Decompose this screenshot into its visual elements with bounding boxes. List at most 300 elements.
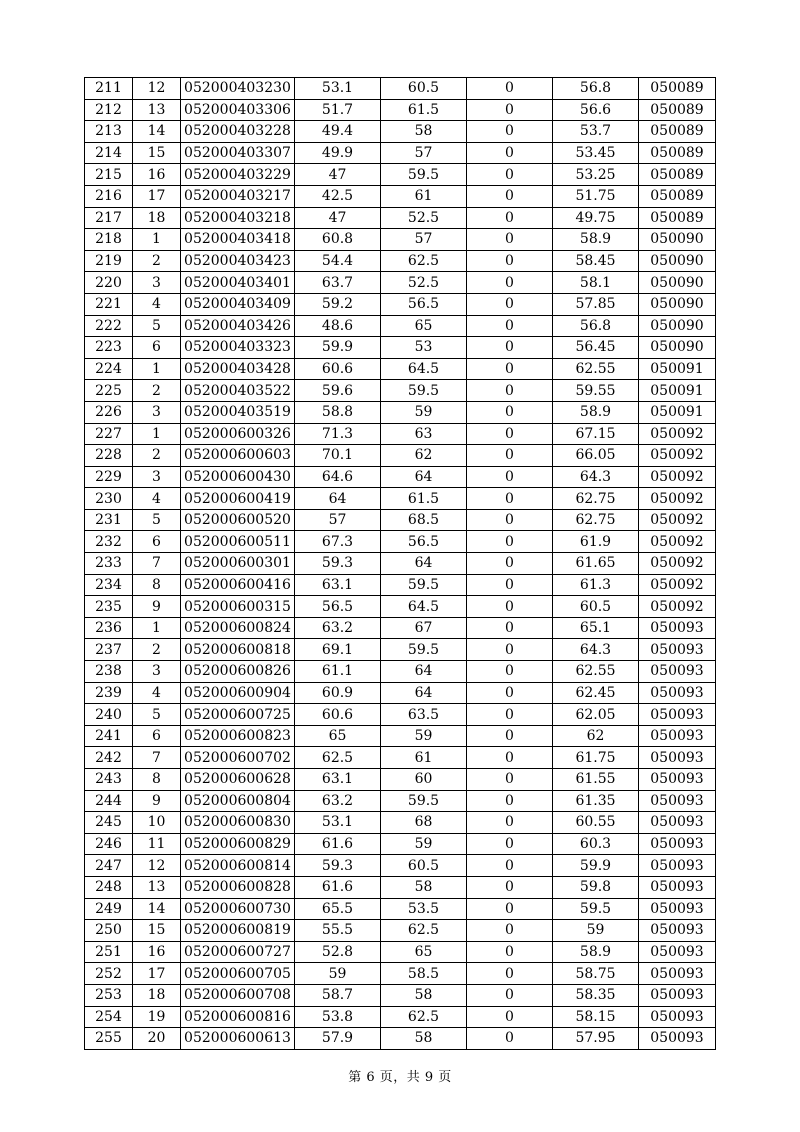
total-score-cell: 61.3 [553, 574, 639, 596]
interview-score-cell: 52.5 [381, 272, 467, 294]
candidate-id-cell: 052000600520 [181, 509, 295, 531]
candidate-id-cell: 052000600613 [181, 1028, 295, 1050]
serial-number-cell: 215 [85, 164, 133, 186]
bonus-score-cell: 0 [467, 1028, 553, 1050]
total-score-cell: 61.75 [553, 747, 639, 769]
position-code-cell: 050093 [639, 725, 716, 747]
table-row [85, 185, 716, 207]
table-row [85, 596, 716, 618]
interview-score-cell: 68.5 [381, 509, 467, 531]
candidate-id-cell: 052000403409 [181, 293, 295, 315]
total-score-cell: 59.5 [553, 898, 639, 920]
written-score-cell: 56.5 [295, 596, 381, 618]
written-score-cell: 53.1 [295, 812, 381, 834]
table-row [85, 963, 716, 985]
bonus-score-cell: 0 [467, 142, 553, 164]
bonus-score-cell: 0 [467, 1006, 553, 1028]
position-code-cell: 050093 [639, 876, 716, 898]
total-score-cell: 58.1 [553, 272, 639, 294]
position-code-cell: 050090 [639, 293, 716, 315]
interview-score-cell: 61 [381, 747, 467, 769]
written-score-cell: 69.1 [295, 639, 381, 661]
bonus-score-cell: 0 [467, 812, 553, 834]
interview-score-cell: 61 [381, 185, 467, 207]
table-row [85, 1006, 716, 1028]
candidate-id-cell: 052000403230 [181, 78, 295, 100]
serial-number-cell: 252 [85, 963, 133, 985]
interview-score-cell: 59.5 [381, 380, 467, 402]
total-score-cell: 53.7 [553, 121, 639, 143]
serial-number-cell: 249 [85, 898, 133, 920]
rank-cell: 3 [133, 661, 181, 683]
written-score-cell: 62.5 [295, 747, 381, 769]
interview-score-cell: 60 [381, 769, 467, 791]
rank-cell: 20 [133, 1028, 181, 1050]
total-score-cell: 61.9 [553, 531, 639, 553]
candidate-id-cell: 052000403307 [181, 142, 295, 164]
written-score-cell: 58.7 [295, 984, 381, 1006]
interview-score-cell: 53.5 [381, 898, 467, 920]
interview-score-cell: 58 [381, 984, 467, 1006]
serial-number-cell: 251 [85, 941, 133, 963]
rank-cell: 15 [133, 142, 181, 164]
total-score-cell: 62 [553, 725, 639, 747]
serial-number-cell: 219 [85, 250, 133, 272]
table-row [85, 984, 716, 1006]
written-score-cell: 63.2 [295, 617, 381, 639]
interview-score-cell: 65 [381, 941, 467, 963]
rank-cell: 19 [133, 1006, 181, 1028]
position-code-cell: 050090 [639, 315, 716, 337]
table-row [85, 682, 716, 704]
total-score-cell: 62.55 [553, 358, 639, 380]
interview-score-cell: 57 [381, 229, 467, 251]
interview-score-cell: 58.5 [381, 963, 467, 985]
total-score-cell: 59.8 [553, 876, 639, 898]
interview-score-cell: 53 [381, 337, 467, 359]
serial-number-cell: 230 [85, 488, 133, 510]
table-row [85, 920, 716, 942]
position-code-cell: 050093 [639, 898, 716, 920]
interview-score-cell: 62.5 [381, 250, 467, 272]
rank-cell: 3 [133, 466, 181, 488]
serial-number-cell: 224 [85, 358, 133, 380]
bonus-score-cell: 0 [467, 250, 553, 272]
table-row [85, 229, 716, 251]
total-score-cell: 58.9 [553, 941, 639, 963]
position-code-cell: 050090 [639, 337, 716, 359]
written-score-cell: 47 [295, 207, 381, 229]
candidate-id-cell: 052000403228 [181, 121, 295, 143]
interview-score-cell: 59.5 [381, 164, 467, 186]
written-score-cell: 60.6 [295, 358, 381, 380]
page-number-footer: 第 6 页，共 9 页 [348, 1070, 452, 1085]
candidate-id-cell: 052000600828 [181, 876, 295, 898]
bonus-score-cell: 0 [467, 661, 553, 683]
rank-cell: 10 [133, 812, 181, 834]
written-score-cell: 63.2 [295, 790, 381, 812]
rank-cell: 17 [133, 963, 181, 985]
rank-cell: 7 [133, 747, 181, 769]
table-row [85, 401, 716, 423]
total-score-cell: 60.5 [553, 596, 639, 618]
interview-score-cell: 58 [381, 876, 467, 898]
candidate-id-cell: 052000403418 [181, 229, 295, 251]
total-score-cell: 58.15 [553, 1006, 639, 1028]
candidate-id-cell: 052000600824 [181, 617, 295, 639]
position-code-cell: 050093 [639, 812, 716, 834]
rank-cell: 1 [133, 423, 181, 445]
candidate-id-cell: 052000403522 [181, 380, 295, 402]
bonus-score-cell: 0 [467, 380, 553, 402]
interview-score-cell: 52.5 [381, 207, 467, 229]
rank-cell: 8 [133, 574, 181, 596]
written-score-cell: 58.8 [295, 401, 381, 423]
candidate-id-cell: 052000600725 [181, 704, 295, 726]
position-code-cell: 050092 [639, 509, 716, 531]
written-score-cell: 59.6 [295, 380, 381, 402]
interview-score-cell: 67 [381, 617, 467, 639]
rank-cell: 7 [133, 553, 181, 575]
position-code-cell: 050093 [639, 963, 716, 985]
written-score-cell: 53.1 [295, 78, 381, 100]
position-code-cell: 050089 [639, 207, 716, 229]
candidate-id-cell: 052000600904 [181, 682, 295, 704]
candidate-id-cell: 052000403519 [181, 401, 295, 423]
candidate-id-cell: 052000600416 [181, 574, 295, 596]
table-row [85, 812, 716, 834]
table-row [85, 704, 716, 726]
bonus-score-cell: 0 [467, 941, 553, 963]
written-score-cell: 54.4 [295, 250, 381, 272]
total-score-cell: 66.05 [553, 445, 639, 467]
total-score-cell: 58.75 [553, 963, 639, 985]
position-code-cell: 050093 [639, 941, 716, 963]
total-score-cell: 61.55 [553, 769, 639, 791]
bonus-score-cell: 0 [467, 574, 553, 596]
position-code-cell: 050093 [639, 984, 716, 1006]
total-score-cell: 65.1 [553, 617, 639, 639]
total-score-cell: 62.75 [553, 488, 639, 510]
interview-score-cell: 64.5 [381, 358, 467, 380]
bonus-score-cell: 0 [467, 358, 553, 380]
bonus-score-cell: 0 [467, 898, 553, 920]
serial-number-cell: 238 [85, 661, 133, 683]
rank-cell: 11 [133, 833, 181, 855]
table-row [85, 99, 716, 121]
table-row [85, 466, 716, 488]
rank-cell: 18 [133, 984, 181, 1006]
table-row [85, 898, 716, 920]
rank-cell: 2 [133, 380, 181, 402]
total-score-cell: 58.9 [553, 401, 639, 423]
candidate-id-cell: 052000600730 [181, 898, 295, 920]
table-row [85, 207, 716, 229]
position-code-cell: 050089 [639, 185, 716, 207]
total-score-cell: 53.45 [553, 142, 639, 164]
serial-number-cell: 218 [85, 229, 133, 251]
written-score-cell: 42.5 [295, 185, 381, 207]
bonus-score-cell: 0 [467, 293, 553, 315]
rank-cell: 4 [133, 293, 181, 315]
rank-cell: 2 [133, 445, 181, 467]
candidate-id-cell: 052000600430 [181, 466, 295, 488]
serial-number-cell: 231 [85, 509, 133, 531]
written-score-cell: 59.2 [295, 293, 381, 315]
table-row [85, 876, 716, 898]
bonus-score-cell: 0 [467, 337, 553, 359]
position-code-cell: 050092 [639, 531, 716, 553]
written-score-cell: 59 [295, 963, 381, 985]
position-code-cell: 050090 [639, 229, 716, 251]
candidate-id-cell: 052000600301 [181, 553, 295, 575]
table-row [85, 121, 716, 143]
total-score-cell: 56.6 [553, 99, 639, 121]
serial-number-cell: 222 [85, 315, 133, 337]
table-row [85, 423, 716, 445]
candidate-id-cell: 052000403428 [181, 358, 295, 380]
table-row [85, 617, 716, 639]
candidate-id-cell: 052000600603 [181, 445, 295, 467]
rank-cell: 6 [133, 337, 181, 359]
bonus-score-cell: 0 [467, 531, 553, 553]
table-row [85, 941, 716, 963]
interview-score-cell: 59 [381, 401, 467, 423]
table-row [85, 272, 716, 294]
bonus-score-cell: 0 [467, 833, 553, 855]
rank-cell: 16 [133, 941, 181, 963]
serial-number-cell: 211 [85, 78, 133, 100]
rank-cell: 1 [133, 229, 181, 251]
table-row [85, 164, 716, 186]
bonus-score-cell: 0 [467, 876, 553, 898]
bonus-score-cell: 0 [467, 747, 553, 769]
table-row [85, 445, 716, 467]
position-code-cell: 050092 [639, 445, 716, 467]
serial-number-cell: 213 [85, 121, 133, 143]
serial-number-cell: 244 [85, 790, 133, 812]
position-code-cell: 050093 [639, 833, 716, 855]
bonus-score-cell: 0 [467, 99, 553, 121]
table-row [85, 725, 716, 747]
bonus-score-cell: 0 [467, 78, 553, 100]
candidate-id-cell: 052000403401 [181, 272, 295, 294]
written-score-cell: 60.9 [295, 682, 381, 704]
written-score-cell: 57 [295, 509, 381, 531]
position-code-cell: 050093 [639, 704, 716, 726]
position-code-cell: 050091 [639, 401, 716, 423]
candidate-id-cell: 052000600315 [181, 596, 295, 618]
table-row [85, 358, 716, 380]
total-score-cell: 57.85 [553, 293, 639, 315]
position-code-cell: 050092 [639, 488, 716, 510]
rank-cell: 14 [133, 898, 181, 920]
written-score-cell: 49.4 [295, 121, 381, 143]
candidate-id-cell: 052000403217 [181, 185, 295, 207]
position-code-cell: 050093 [639, 747, 716, 769]
candidate-id-cell: 052000600419 [181, 488, 295, 510]
rank-cell: 18 [133, 207, 181, 229]
serial-number-cell: 237 [85, 639, 133, 661]
serial-number-cell: 223 [85, 337, 133, 359]
total-score-cell: 67.15 [553, 423, 639, 445]
bonus-score-cell: 0 [467, 121, 553, 143]
serial-number-cell: 245 [85, 812, 133, 834]
written-score-cell: 61.1 [295, 661, 381, 683]
interview-score-cell: 59.5 [381, 790, 467, 812]
interview-score-cell: 61.5 [381, 99, 467, 121]
written-score-cell: 61.6 [295, 833, 381, 855]
rank-cell: 3 [133, 401, 181, 423]
position-code-cell: 050092 [639, 574, 716, 596]
bonus-score-cell: 0 [467, 596, 553, 618]
bonus-score-cell: 0 [467, 229, 553, 251]
rank-cell: 15 [133, 920, 181, 942]
candidate-id-cell: 052000600814 [181, 855, 295, 877]
bonus-score-cell: 0 [467, 704, 553, 726]
interview-score-cell: 56.5 [381, 531, 467, 553]
total-score-cell: 59 [553, 920, 639, 942]
candidate-id-cell: 052000600708 [181, 984, 295, 1006]
position-code-cell: 050093 [639, 790, 716, 812]
written-score-cell: 67.3 [295, 531, 381, 553]
position-code-cell: 050092 [639, 553, 716, 575]
bonus-score-cell: 0 [467, 509, 553, 531]
candidate-id-cell: 052000600830 [181, 812, 295, 834]
serial-number-cell: 255 [85, 1028, 133, 1050]
position-code-cell: 050093 [639, 855, 716, 877]
bonus-score-cell: 0 [467, 984, 553, 1006]
written-score-cell: 64.6 [295, 466, 381, 488]
table-row [85, 509, 716, 531]
table-row [85, 661, 716, 683]
bonus-score-cell: 0 [467, 488, 553, 510]
total-score-cell: 64.3 [553, 639, 639, 661]
table-row [85, 337, 716, 359]
written-score-cell: 57.9 [295, 1028, 381, 1050]
serial-number-cell: 254 [85, 1006, 133, 1028]
rank-cell: 16 [133, 164, 181, 186]
serial-number-cell: 226 [85, 401, 133, 423]
total-score-cell: 58.45 [553, 250, 639, 272]
table-row [85, 855, 716, 877]
rank-cell: 1 [133, 358, 181, 380]
position-code-cell: 050093 [639, 682, 716, 704]
rank-cell: 6 [133, 725, 181, 747]
rank-cell: 6 [133, 531, 181, 553]
candidate-id-cell: 052000600829 [181, 833, 295, 855]
bonus-score-cell: 0 [467, 725, 553, 747]
interview-score-cell: 62.5 [381, 1006, 467, 1028]
serial-number-cell: 229 [85, 466, 133, 488]
written-score-cell: 49.9 [295, 142, 381, 164]
written-score-cell: 60.6 [295, 704, 381, 726]
interview-score-cell: 62 [381, 445, 467, 467]
rank-cell: 2 [133, 639, 181, 661]
position-code-cell: 050093 [639, 769, 716, 791]
written-score-cell: 63.1 [295, 574, 381, 596]
bonus-score-cell: 0 [467, 445, 553, 467]
serial-number-cell: 241 [85, 725, 133, 747]
table-row [85, 315, 716, 337]
score-table-body [85, 78, 716, 1050]
interview-score-cell: 64 [381, 682, 467, 704]
serial-number-cell: 214 [85, 142, 133, 164]
table-row [85, 833, 716, 855]
serial-number-cell: 221 [85, 293, 133, 315]
bonus-score-cell: 0 [467, 855, 553, 877]
candidate-id-cell: 052000600818 [181, 639, 295, 661]
total-score-cell: 53.25 [553, 164, 639, 186]
position-code-cell: 050089 [639, 142, 716, 164]
rank-cell: 5 [133, 315, 181, 337]
interview-score-cell: 60.5 [381, 78, 467, 100]
total-score-cell: 61.35 [553, 790, 639, 812]
rank-cell: 17 [133, 185, 181, 207]
position-code-cell: 050089 [639, 78, 716, 100]
rank-cell: 8 [133, 769, 181, 791]
serial-number-cell: 227 [85, 423, 133, 445]
bonus-score-cell: 0 [467, 553, 553, 575]
position-code-cell: 050093 [639, 639, 716, 661]
interview-score-cell: 56.5 [381, 293, 467, 315]
table-row [85, 78, 716, 100]
written-score-cell: 55.5 [295, 920, 381, 942]
written-score-cell: 63.1 [295, 769, 381, 791]
candidate-id-cell: 052000600511 [181, 531, 295, 553]
candidate-id-cell: 052000600628 [181, 769, 295, 791]
position-code-cell: 050092 [639, 423, 716, 445]
table-row [85, 790, 716, 812]
total-score-cell: 62.55 [553, 661, 639, 683]
candidate-id-cell: 052000403306 [181, 99, 295, 121]
position-code-cell: 050089 [639, 121, 716, 143]
rank-cell: 5 [133, 704, 181, 726]
position-code-cell: 050093 [639, 1028, 716, 1050]
interview-score-cell: 65 [381, 315, 467, 337]
total-score-cell: 51.75 [553, 185, 639, 207]
table-row [85, 380, 716, 402]
interview-score-cell: 64 [381, 553, 467, 575]
serial-number-cell: 236 [85, 617, 133, 639]
candidate-id-cell: 052000600727 [181, 941, 295, 963]
bonus-score-cell: 0 [467, 401, 553, 423]
written-score-cell: 53.8 [295, 1006, 381, 1028]
interview-score-cell: 63 [381, 423, 467, 445]
table-row [85, 639, 716, 661]
bonus-score-cell: 0 [467, 963, 553, 985]
table-row [85, 553, 716, 575]
bonus-score-cell: 0 [467, 423, 553, 445]
rank-cell: 12 [133, 78, 181, 100]
table-row [85, 250, 716, 272]
rank-cell: 5 [133, 509, 181, 531]
rank-cell: 12 [133, 855, 181, 877]
score-table [84, 77, 716, 1050]
rank-cell: 14 [133, 121, 181, 143]
bonus-score-cell: 0 [467, 639, 553, 661]
interview-score-cell: 58 [381, 1028, 467, 1050]
total-score-cell: 49.75 [553, 207, 639, 229]
total-score-cell: 58.9 [553, 229, 639, 251]
candidate-id-cell: 052000403323 [181, 337, 295, 359]
total-score-cell: 60.55 [553, 812, 639, 834]
candidate-id-cell: 052000600326 [181, 423, 295, 445]
rank-cell: 4 [133, 682, 181, 704]
written-score-cell: 59.3 [295, 855, 381, 877]
candidate-id-cell: 052000403218 [181, 207, 295, 229]
rank-cell: 9 [133, 790, 181, 812]
